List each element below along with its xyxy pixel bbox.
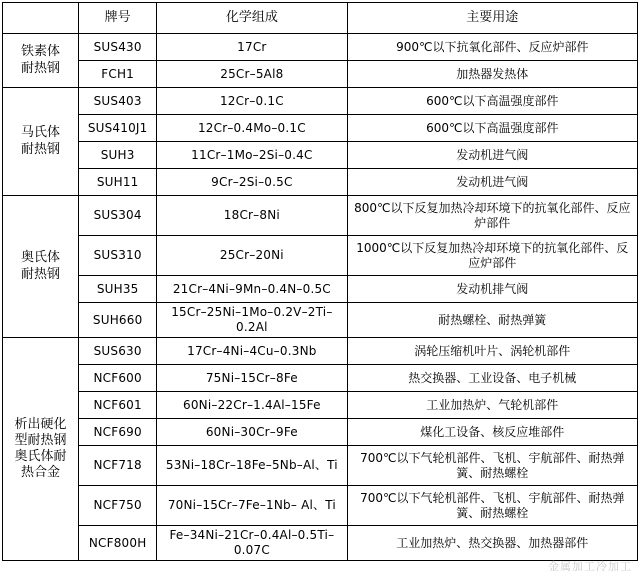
watermark-text: 金属加工冷加工 bbox=[548, 560, 632, 573]
usage-cell: 600℃以下高温强度部件 bbox=[347, 115, 637, 142]
composition-cell: 70Ni–15Cr–7Fe–1Nb– Al、Ti bbox=[157, 486, 347, 526]
usage-cell: 耐热螺栓、耐热弹簧 bbox=[347, 303, 637, 338]
header-composition: 化学组成 bbox=[157, 3, 347, 34]
usage-cell: 发动机进气阀 bbox=[347, 169, 637, 196]
usage-cell: 700℃以下气轮机部件、飞机、宇航部件、耐热弹簧、耐热螺栓 bbox=[347, 486, 637, 526]
composition-cell: 17Cr–4Ni–4Cu–0.3Nb bbox=[157, 338, 347, 365]
table-body bbox=[3, 34, 638, 561]
composition-cell: 21Cr–4Ni–9Mn–0.4N–0.5C bbox=[157, 276, 347, 303]
table-row bbox=[3, 486, 638, 526]
composition-cell: 12Cr–0.4Mo–0.1C bbox=[157, 115, 347, 142]
table-header bbox=[3, 3, 638, 34]
grade-cell: SUH3 bbox=[79, 142, 157, 169]
usage-cell: 700℃以下气轮机部件、飞机、宇航部件、耐热弹簧、耐热螺栓 bbox=[347, 446, 637, 486]
grade-cell: SUS430 bbox=[79, 34, 157, 61]
table-row bbox=[3, 338, 638, 365]
composition-cell: 17Cr bbox=[157, 34, 347, 61]
composition-cell: 18Cr–8Ni bbox=[157, 196, 347, 236]
table-row bbox=[3, 34, 638, 61]
table-row bbox=[3, 365, 638, 392]
grade-cell: SUS630 bbox=[79, 338, 157, 365]
table-row bbox=[3, 61, 638, 88]
composition-cell: 75Ni–15Cr–8Fe bbox=[157, 365, 347, 392]
composition-cell: 60Ni–30Cr–9Fe bbox=[157, 419, 347, 446]
table-row bbox=[3, 236, 638, 276]
usage-cell: 发动机进气阀 bbox=[347, 142, 637, 169]
usage-cell: 900℃以下抗氧化部件、反应炉部件 bbox=[347, 34, 637, 61]
table-row bbox=[3, 88, 638, 115]
grade-cell: NCF600 bbox=[79, 365, 157, 392]
table-row bbox=[3, 446, 638, 486]
grade-cell: SUS403 bbox=[79, 88, 157, 115]
group-label-precipitation-hardening: 析出硬化 型耐热钢 奥氏体耐 热合金 bbox=[3, 338, 79, 561]
grade-cell: NCF601 bbox=[79, 392, 157, 419]
grade-cell: SUH660 bbox=[79, 303, 157, 338]
composition-cell: 25Cr–5Al8 bbox=[157, 61, 347, 88]
grade-cell: SUS410J1 bbox=[79, 115, 157, 142]
usage-cell: 涡轮压缩机叶片、涡轮机部件 bbox=[347, 338, 637, 365]
composition-cell: Fe–34Ni–21Cr–0.4Al–0.5Ti–0.07C bbox=[157, 526, 347, 561]
usage-cell: 600℃以下高温强度部件 bbox=[347, 88, 637, 115]
table-row bbox=[3, 303, 638, 338]
table-row bbox=[3, 392, 638, 419]
usage-cell: 工业加热炉、热交换器、加热器部件 bbox=[347, 526, 637, 561]
usage-cell: 煤化工设备、核反应堆部件 bbox=[347, 419, 637, 446]
grade-cell: SUH11 bbox=[79, 169, 157, 196]
usage-cell: 工业加热炉、气轮机部件 bbox=[347, 392, 637, 419]
table-row bbox=[3, 419, 638, 446]
usage-cell: 800℃以下反复加热冷却环境下的抗氧化部件、反应炉部件 bbox=[347, 196, 637, 236]
grade-cell: FCH1 bbox=[79, 61, 157, 88]
composition-cell: 9Cr–2Si–0.5C bbox=[157, 169, 347, 196]
table-row bbox=[3, 526, 638, 561]
composition-cell: 15Cr–25Ni–1Mo–0.2V–2Ti–0.2Al bbox=[157, 303, 347, 338]
composition-cell: 53Ni–18Cr–18Fe–5Nb–Al、Ti bbox=[157, 446, 347, 486]
grade-cell: NCF800H bbox=[79, 526, 157, 561]
grade-cell: SUS304 bbox=[79, 196, 157, 236]
group-label-ferritic: 铁素体 耐热钢 bbox=[3, 34, 79, 88]
header-blank-cell bbox=[3, 3, 79, 34]
table-row bbox=[3, 115, 638, 142]
header-grade: 牌号 bbox=[79, 3, 157, 34]
table-header-row bbox=[3, 3, 638, 34]
grade-cell: SUH35 bbox=[79, 276, 157, 303]
table-row bbox=[3, 142, 638, 169]
table-row bbox=[3, 276, 638, 303]
heat-resistant-steel-table bbox=[2, 2, 638, 561]
table-row bbox=[3, 169, 638, 196]
composition-cell: 60Ni–22Cr–1.4Al–15Fe bbox=[157, 392, 347, 419]
grade-cell: NCF750 bbox=[79, 486, 157, 526]
group-label-martensitic: 马氏体 耐热钢 bbox=[3, 88, 79, 196]
table-row bbox=[3, 196, 638, 236]
composition-cell: 25Cr–20Ni bbox=[157, 236, 347, 276]
usage-cell: 发动机排气阀 bbox=[347, 276, 637, 303]
usage-cell: 加热器发热体 bbox=[347, 61, 637, 88]
usage-cell: 1000℃以下反复加热冷却环境下的抗氧化部件、反应炉部件 bbox=[347, 236, 637, 276]
grade-cell: SUS310 bbox=[79, 236, 157, 276]
grade-cell: NCF690 bbox=[79, 419, 157, 446]
header-usage: 主要用途 bbox=[347, 3, 637, 34]
composition-cell: 12Cr–0.1C bbox=[157, 88, 347, 115]
usage-cell: 热交换器、工业设备、电子机械 bbox=[347, 365, 637, 392]
group-label-austenitic: 奥氏体 耐热钢 bbox=[3, 196, 79, 338]
composition-cell: 11Cr–1Mo–2Si–0.4C bbox=[157, 142, 347, 169]
grade-cell: NCF718 bbox=[79, 446, 157, 486]
